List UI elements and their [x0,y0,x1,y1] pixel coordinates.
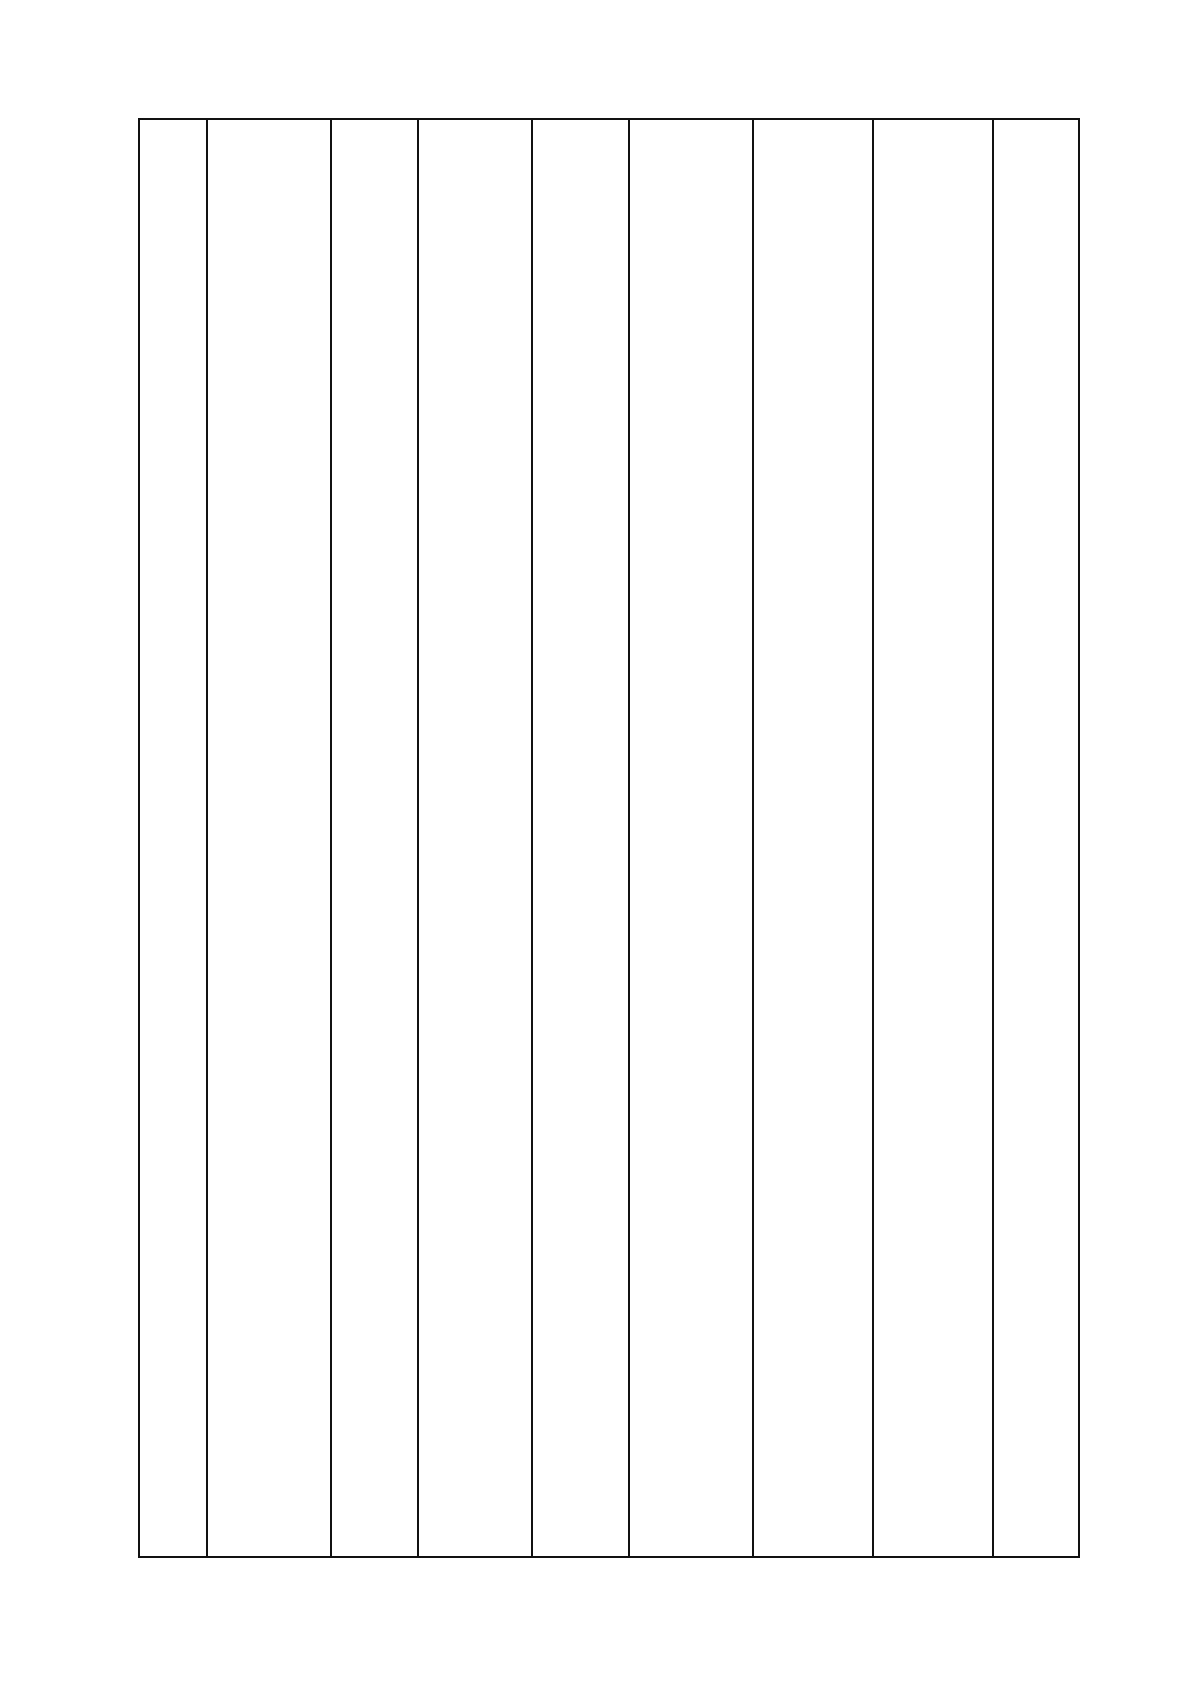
table-cell [532,119,629,1557]
revenue-code [533,120,628,450]
revenue-code [874,120,992,450]
table-cell [993,119,1079,1557]
revenue-code [754,120,872,450]
revenue-code [630,120,752,450]
table-cell [207,119,331,1557]
revenue-code [208,120,330,450]
table-cell [331,119,418,1557]
revenue-code [994,120,1078,450]
code-row [139,119,1079,1557]
revenue-code [140,120,206,450]
budget-classification-table [138,118,1080,1558]
revenue-code [332,120,417,450]
table-cell [629,119,753,1557]
revenue-code [419,120,531,450]
page-number [30,833,46,873]
table-cell [873,119,993,1557]
table-cell [753,119,873,1557]
table-cell [418,119,532,1557]
table-cell [139,119,207,1557]
